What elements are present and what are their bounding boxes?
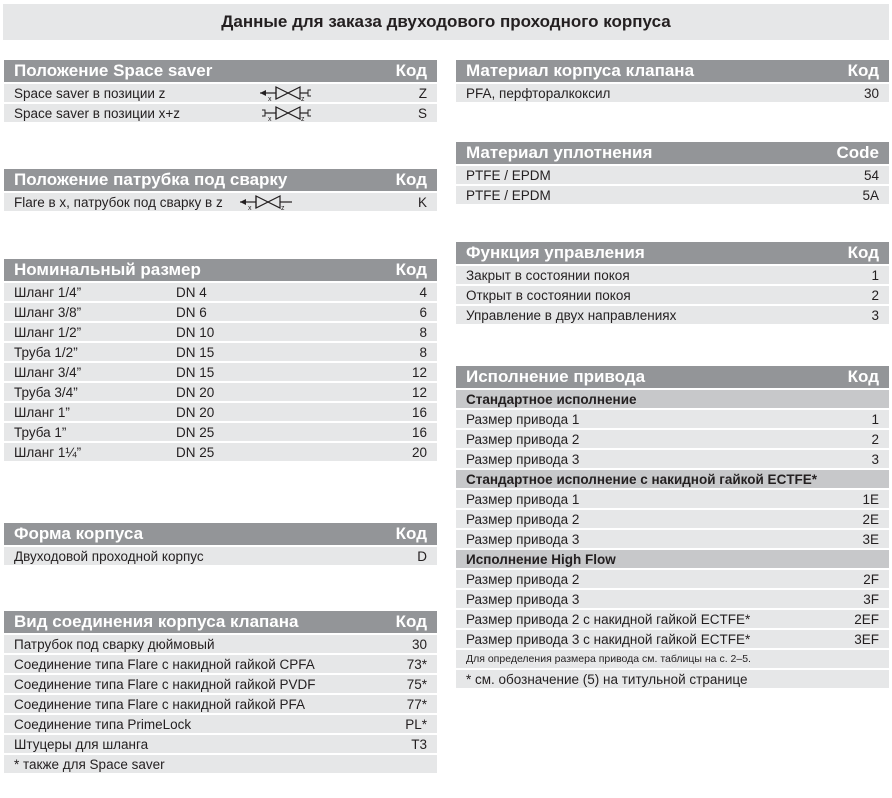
row-code: 54: [863, 167, 879, 183]
row-code: S: [417, 105, 427, 121]
table-row: [456, 590, 889, 610]
row-code: 12: [411, 384, 427, 400]
row-code: 30: [863, 85, 879, 101]
row-code: PL*: [405, 716, 427, 732]
footnote-text: * см. обозначение (5) на титульной странице: [466, 671, 748, 687]
header-title: Положение патрубка под сварку: [14, 170, 288, 189]
table-row: [4, 443, 437, 463]
row-dn: DN 20: [176, 404, 215, 420]
table-row: [4, 104, 437, 124]
row-code: 3E: [862, 531, 879, 547]
header-title: Номинальный размер: [14, 260, 201, 279]
row-code: 5A: [862, 187, 879, 203]
row-code: D: [417, 548, 427, 564]
row-label: PTFE / EPDM: [466, 167, 551, 183]
row-label: Соединение типа Flare с накидной гайкой PFA: [14, 696, 305, 712]
table-row: [4, 655, 437, 675]
table-header: [456, 242, 889, 266]
header-code: Код: [395, 260, 427, 279]
table-header: [4, 523, 437, 547]
valve-symbol-arrow-x-cap-z-icon: [258, 84, 348, 102]
svg-text:x: x: [268, 96, 272, 102]
row-code: 2: [871, 431, 879, 447]
header-code: Код: [847, 367, 879, 386]
row-label: Размер привода 3: [466, 591, 580, 607]
header-title: Функция управления: [466, 243, 645, 262]
row-label: Размер привода 2 с накидной гайкой ECTFE*: [466, 611, 751, 627]
table-row: [456, 306, 889, 326]
row-label: Труба 1”: [14, 424, 67, 440]
row-code: 16: [411, 404, 427, 420]
group-subheader: [456, 550, 889, 570]
table-row: [4, 735, 437, 755]
valve-symbol-arrow-x-line-z-icon: [238, 193, 328, 211]
seal-material-table: [456, 142, 889, 206]
table-header: [4, 611, 437, 635]
row-label: Размер привода 2: [466, 431, 580, 447]
table-header: [456, 60, 889, 84]
table-header: [4, 60, 437, 84]
row-code: 30: [411, 636, 427, 652]
row-code: 3EF: [854, 631, 879, 647]
group-title: Исполнение High Flow: [466, 551, 616, 567]
connection-table: [4, 611, 437, 775]
table-row: [4, 283, 437, 303]
row-label: Размер привода 1: [466, 491, 580, 507]
table-row: [456, 166, 889, 186]
svg-text:x: x: [268, 116, 272, 122]
row-code: T3: [411, 736, 427, 752]
header-title: Форма корпуса: [14, 524, 144, 543]
row-dn: DN 25: [176, 424, 215, 440]
table-row: [4, 635, 437, 655]
row-code: 1: [871, 267, 879, 283]
row-label: Space saver в позиции z: [14, 85, 166, 101]
nominal-size-table: [4, 259, 437, 463]
table-header: [456, 366, 889, 390]
row-dn: DN 15: [176, 344, 215, 360]
row-code: 3: [871, 451, 879, 467]
header-title: Материал уплотнения: [466, 143, 653, 162]
table-row: [456, 430, 889, 450]
table-row: [456, 490, 889, 510]
header-code: Код: [395, 61, 427, 80]
row-code: 2EF: [854, 611, 879, 627]
table-row: [456, 570, 889, 590]
row-label: Труба 3/4”: [14, 384, 78, 400]
row-code: 1E: [862, 491, 879, 507]
row-code: 3F: [863, 591, 879, 607]
table-row: [456, 530, 889, 550]
row-label: Шланг 3/8”: [14, 304, 82, 320]
row-dn: DN 15: [176, 364, 215, 380]
row-code: K: [417, 194, 427, 210]
row-code: 75*: [406, 676, 427, 692]
row-dn: DN 20: [176, 384, 215, 400]
row-label: Двуходовой проходной корпус: [14, 548, 204, 564]
row-label: Соединение типа PrimeLock: [14, 716, 192, 732]
table-row: [4, 193, 437, 213]
row-label: Патрубок под сварку дюймовый: [14, 636, 215, 652]
row-code: 20: [411, 444, 427, 460]
actuator-table: [456, 366, 889, 690]
svg-text:z: z: [301, 96, 305, 102]
row-dn: DN 4: [176, 284, 207, 300]
row-dn: DN 10: [176, 324, 215, 340]
svg-text:z: z: [301, 116, 305, 122]
row-dn: DN 6: [176, 304, 207, 320]
control-function-table: [456, 242, 889, 326]
table-row: [456, 266, 889, 286]
table-row: [456, 410, 889, 430]
table-row: [4, 547, 437, 567]
row-label: Размер привода 2: [466, 511, 580, 527]
table-row: [456, 286, 889, 306]
row-label: Шланг 1/2”: [14, 324, 82, 340]
row-code: 2: [871, 287, 879, 303]
row-label: Шланг 3/4”: [14, 364, 82, 380]
footnote-row: [456, 670, 889, 690]
svg-text:x: x: [248, 205, 252, 211]
group-title: Стандартное исполнение с накидной гайкой ECTFE*: [466, 471, 818, 487]
row-code: 4: [419, 284, 427, 300]
group-subheader: [456, 390, 889, 410]
row-label: Закрыт в состоянии покоя: [466, 267, 630, 283]
table-row: [456, 630, 889, 650]
table-row: [4, 84, 437, 104]
header-code: Код: [395, 612, 427, 631]
table-row: [4, 303, 437, 323]
row-label: Flare в x, патрубок под сварку в z: [14, 194, 223, 210]
note-text: Для определения размера привода см. таблицы на с. 2–5.: [466, 653, 751, 665]
table-row: [4, 323, 437, 343]
row-label: Размер привода 3: [466, 531, 580, 547]
row-label: Space saver в позиции x+z: [14, 105, 181, 121]
row-label: Управление в двух направлениях: [466, 307, 677, 323]
row-label: Шланг 1¼”: [14, 444, 82, 460]
body-form-table: [4, 523, 437, 567]
table-row: [456, 610, 889, 630]
header-title: Вид соединения корпуса клапана: [14, 612, 299, 631]
row-dn: DN 25: [176, 444, 215, 460]
row-label: Размер привода 2: [466, 571, 580, 587]
row-code: 8: [419, 324, 427, 340]
page-title: Данные для заказа двуходового проходного корпуса: [221, 12, 671, 31]
row-label: Шланг 1/4”: [14, 284, 82, 300]
row-code: 3: [871, 307, 879, 323]
row-code: 16: [411, 424, 427, 440]
table-row: [4, 383, 437, 403]
row-label: Шланг 1”: [14, 404, 70, 420]
table-row: [456, 84, 889, 104]
svg-text:z: z: [281, 205, 285, 211]
table-header: [4, 259, 437, 283]
header-title: Материал корпуса клапана: [466, 61, 695, 80]
header-code: Код: [847, 243, 879, 262]
table-row: [4, 363, 437, 383]
table-row: [4, 675, 437, 695]
table-row: [4, 403, 437, 423]
group-subheader: [456, 470, 889, 490]
header-code: Код: [395, 524, 427, 543]
table-header: [4, 169, 437, 193]
header-title: Исполнение привода: [466, 367, 646, 386]
row-label: Размер привода 1: [466, 411, 580, 427]
row-code: 2E: [862, 511, 879, 527]
note-row: [456, 650, 889, 670]
row-label: PFA, перфторалкоксил: [466, 85, 611, 101]
valve-symbol-cap-x-cap-z-icon: [258, 104, 348, 122]
row-label: Размер привода 3 с накидной гайкой ECTFE*: [466, 631, 751, 647]
row-code: Z: [418, 85, 427, 101]
row-label: PTFE / EPDM: [466, 187, 551, 203]
row-code: 2F: [863, 571, 879, 587]
page-title-bar: [3, 4, 889, 40]
row-code: 77*: [406, 696, 427, 712]
footnote-row: [4, 755, 437, 775]
body-material-table: [456, 60, 889, 104]
table-row: [456, 186, 889, 206]
table-row: [4, 695, 437, 715]
header-code: Код: [847, 61, 879, 80]
space-saver-table: [4, 60, 437, 124]
footnote-text: * также для Space saver: [14, 756, 165, 772]
row-label: Размер привода 3: [466, 451, 580, 467]
row-code: 6: [419, 304, 427, 320]
header-title: Положение Space saver: [14, 61, 213, 80]
row-label: Открыт в состоянии покоя: [466, 287, 631, 303]
table-row: [456, 450, 889, 470]
table-row: [4, 423, 437, 443]
row-label: Соединение типа Flare с накидной гайкой PVDF: [14, 676, 316, 692]
row-code: 1: [871, 411, 879, 427]
row-code: 73*: [406, 656, 427, 672]
row-label: Штуцеры для шланга: [14, 736, 149, 752]
header-code: Code: [836, 143, 879, 162]
group-title: Стандартное исполнение: [466, 391, 637, 407]
row-code: 12: [411, 364, 427, 380]
row-code: 8: [419, 344, 427, 360]
header-code: Код: [395, 170, 427, 189]
row-label: Труба 1/2”: [14, 344, 78, 360]
table-header: [456, 142, 889, 166]
weld-position-table: [4, 169, 437, 213]
table-row: [4, 343, 437, 363]
table-row: [4, 715, 437, 735]
row-label: Соединение типа Flare с накидной гайкой CPFA: [14, 656, 315, 672]
table-row: [456, 510, 889, 530]
